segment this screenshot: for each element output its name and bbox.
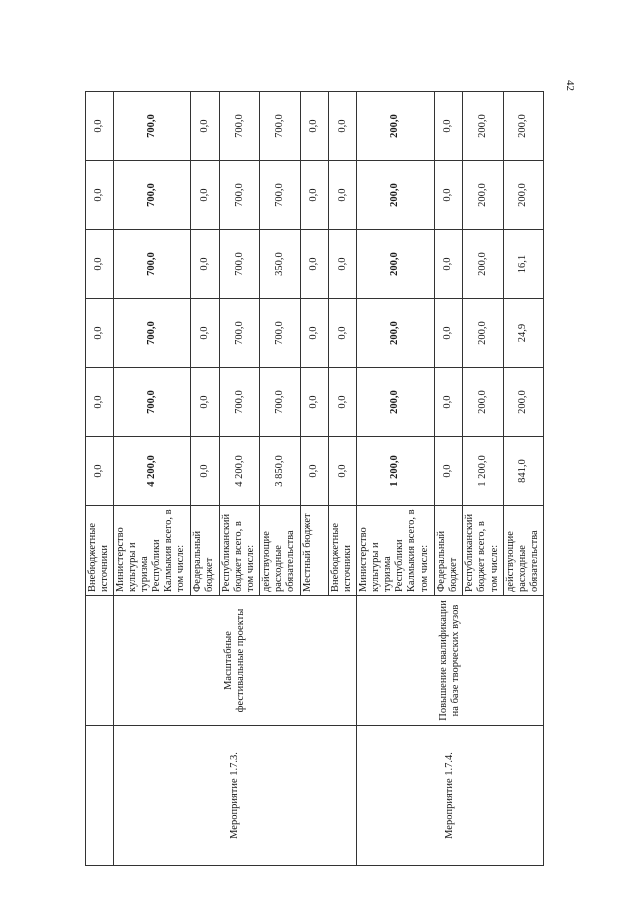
- value-cell: 700,0: [220, 299, 260, 368]
- value-cell: 0,0: [329, 368, 357, 437]
- value-cell: 0,0: [434, 368, 463, 437]
- value-cell: 0,0: [329, 230, 357, 299]
- value-cell: 0,0: [86, 92, 114, 161]
- value-cell: 350,0: [260, 230, 300, 299]
- value-cell: 0,0: [434, 437, 463, 506]
- value-cell: 200,0: [463, 92, 503, 161]
- value-cell: 0,0: [86, 368, 114, 437]
- funding-source-cell: Республиканский бюджет всего, в том числе:: [463, 506, 503, 596]
- funding-source-cell: действующие расходные обязательства: [260, 506, 300, 596]
- funding-source-cell: Федеральный бюджет: [434, 506, 463, 596]
- value-cell: 700,0: [260, 368, 300, 437]
- value-cell: 0,0: [86, 161, 114, 230]
- value-cell: 700,0: [113, 161, 190, 230]
- value-cell: 200,0: [463, 368, 503, 437]
- value-cell: 700,0: [220, 230, 260, 299]
- budget-table: [85, 91, 544, 866]
- value-cell: 16,1: [503, 230, 543, 299]
- value-cell: 0,0: [329, 161, 357, 230]
- value-cell: 0,0: [300, 299, 329, 368]
- value-cell: 4 200,0: [113, 437, 190, 506]
- value-cell: 700,0: [113, 299, 190, 368]
- value-cell: 700,0: [113, 92, 190, 161]
- table-row: [113, 92, 190, 866]
- value-cell: 200,0: [357, 92, 434, 161]
- table-row: [357, 92, 434, 866]
- value-cell: 700,0: [220, 368, 260, 437]
- funding-source-cell: Министерство культуры и туризма Республики Калмыкия всего, в том числе:: [357, 506, 434, 596]
- value-cell: 0,0: [434, 299, 463, 368]
- table-body: [86, 92, 544, 866]
- value-cell: 841,0: [503, 437, 543, 506]
- value-cell: 3 850,0: [260, 437, 300, 506]
- funding-source-cell: Федеральный бюджет: [191, 506, 220, 596]
- value-cell: 1 200,0: [357, 437, 434, 506]
- value-cell: 200,0: [357, 161, 434, 230]
- funding-source-cell: Республиканский бюджет всего, в том числе:: [220, 506, 260, 596]
- value-cell: 0,0: [86, 437, 114, 506]
- budget-table-rotated: [85, 92, 544, 866]
- activity-label-cell: Мероприятие 1.7.3.: [113, 726, 356, 866]
- value-cell: 0,0: [329, 92, 357, 161]
- value-cell: 0,0: [191, 368, 220, 437]
- value-cell: 0,0: [434, 92, 463, 161]
- funding-source-cell: Местный бюджет: [300, 506, 329, 596]
- value-cell: 0,0: [300, 368, 329, 437]
- value-cell: 200,0: [463, 299, 503, 368]
- value-cell: 0,0: [329, 299, 357, 368]
- value-cell: 700,0: [113, 368, 190, 437]
- value-cell: 0,0: [191, 92, 220, 161]
- value-cell: 200,0: [357, 368, 434, 437]
- empty-cell: [86, 726, 114, 866]
- page-number: 42: [564, 80, 576, 91]
- value-cell: 0,0: [329, 437, 357, 506]
- value-cell: 200,0: [357, 230, 434, 299]
- value-cell: 700,0: [113, 230, 190, 299]
- value-cell: 200,0: [503, 92, 543, 161]
- value-cell: 0,0: [300, 161, 329, 230]
- value-cell: 0,0: [300, 92, 329, 161]
- value-cell: 0,0: [191, 230, 220, 299]
- empty-cell: [86, 596, 114, 726]
- value-cell: 0,0: [434, 161, 463, 230]
- value-cell: 0,0: [191, 299, 220, 368]
- table-row: [86, 92, 114, 866]
- value-cell: 4 200,0: [220, 437, 260, 506]
- value-cell: 200,0: [463, 161, 503, 230]
- value-cell: 0,0: [300, 230, 329, 299]
- activity-title-cell: Повышение квалификации на базе творческих вузов: [357, 596, 544, 726]
- value-cell: 1 200,0: [463, 437, 503, 506]
- value-cell: 700,0: [220, 92, 260, 161]
- value-cell: 24,9: [503, 299, 543, 368]
- activity-title-cell: Масштабные фестивальные проекты: [113, 596, 356, 726]
- value-cell: 0,0: [86, 299, 114, 368]
- value-cell: 0,0: [434, 230, 463, 299]
- value-cell: 200,0: [503, 161, 543, 230]
- value-cell: 700,0: [260, 92, 300, 161]
- funding-source-cell: Внебюджетные источники: [329, 506, 357, 596]
- funding-source-cell: Внебюджетные источники: [86, 506, 114, 596]
- value-cell: 200,0: [503, 368, 543, 437]
- activity-label-cell: Мероприятие 1.7.4.: [357, 726, 544, 866]
- value-cell: 0,0: [191, 437, 220, 506]
- value-cell: 700,0: [220, 161, 260, 230]
- value-cell: 0,0: [191, 161, 220, 230]
- value-cell: 0,0: [300, 437, 329, 506]
- funding-source-cell: Министерство культуры и туризма Республики Калмыкия всего, в том числе:: [113, 506, 190, 596]
- value-cell: 700,0: [260, 299, 300, 368]
- funding-source-cell: действующие расходные обязательства: [503, 506, 543, 596]
- value-cell: 200,0: [463, 230, 503, 299]
- value-cell: 700,0: [260, 161, 300, 230]
- value-cell: 0,0: [86, 230, 114, 299]
- value-cell: 200,0: [357, 299, 434, 368]
